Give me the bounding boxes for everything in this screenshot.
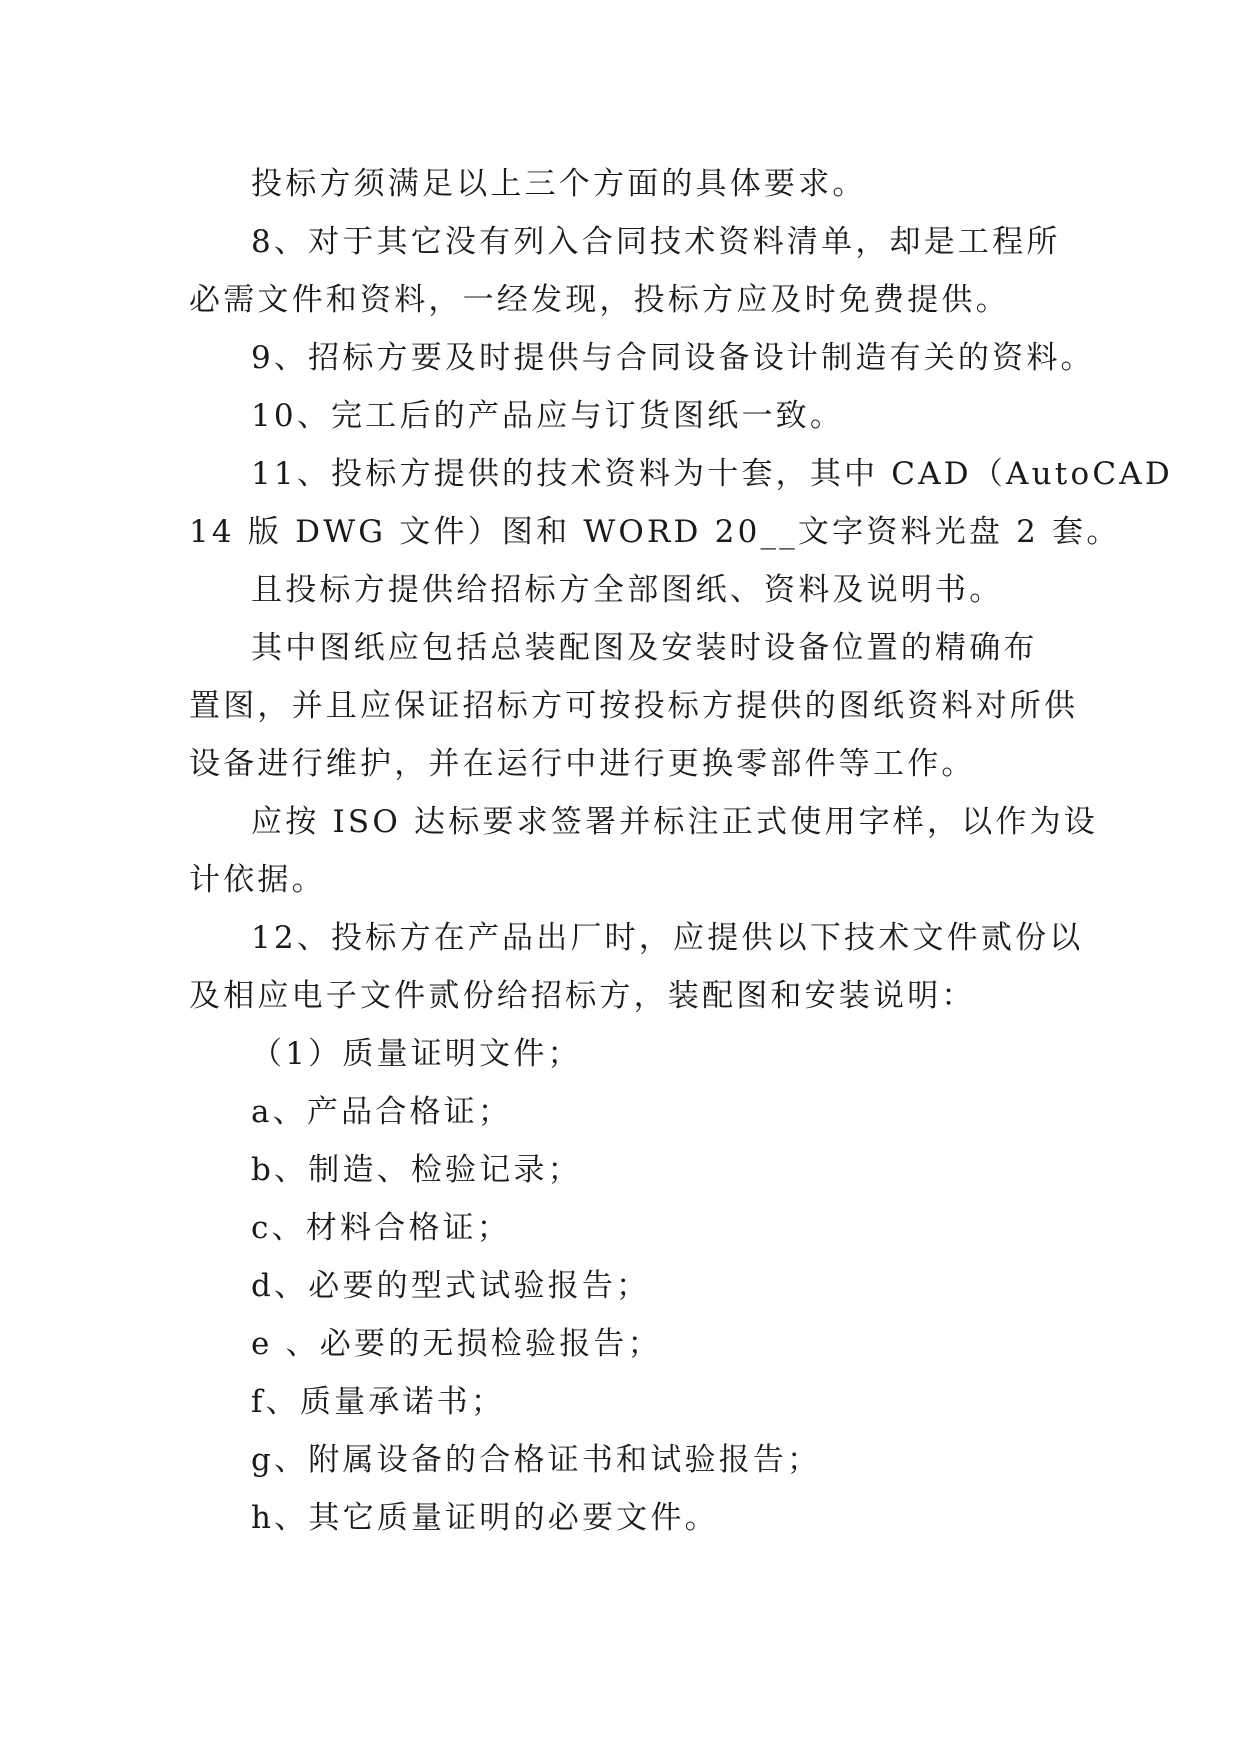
paragraph-line: 置图，并且应保证招标方可按投标方提供的图纸资料对所供 xyxy=(189,688,1079,724)
paragraph-line: 必需文件和资料，一经发现，投标方应及时免费提供。 xyxy=(189,282,1010,318)
document-body xyxy=(189,155,1173,1547)
list-item: g、附属设备的合格证书和试验报告； xyxy=(251,1442,822,1478)
list-item: e 、必要的无损检验报告； xyxy=(251,1326,662,1362)
paragraph-line: 计依据。 xyxy=(189,862,326,898)
list-item: b、制造、检验记录； xyxy=(251,1152,582,1188)
paragraph-line: 14 版 DWG 文件）图和 WORD 20__文字资料光盘 2 套。 xyxy=(189,514,1121,550)
list-item: a、产品合格证； xyxy=(251,1094,513,1130)
paragraph-line: 及相应电子文件贰份给招标方，装配图和安装说明： xyxy=(189,978,976,1014)
list-item: c、材料合格证； xyxy=(251,1210,511,1246)
paragraph-line: 8、对于其它没有列入合同技术资料清单，却是工程所 xyxy=(251,224,1061,260)
paragraph-line: 12、投标方在产品出厂时，应提供以下技术文件贰份以 xyxy=(251,920,1084,956)
list-item: h、其它质量证明的必要文件。 xyxy=(251,1500,719,1536)
paragraph-line: 其中图纸应包括总装配图及安装时设备位置的精确布 xyxy=(251,630,1038,666)
paragraph-line: 9、招标方要及时提供与合同设备设计制造有关的资料。 xyxy=(251,340,1095,376)
paragraph-line: 设备进行维护，并在运行中进行更换零部件等工作。 xyxy=(189,746,976,782)
paragraph-line: 且投标方提供给招标方全部图纸、资料及说明书。 xyxy=(251,572,1004,608)
paragraph-line: 投标方须满足以上三个方面的具体要求。 xyxy=(251,166,867,202)
paragraph-line: 10、完工后的产品应与订货图纸一致。 xyxy=(251,398,845,434)
list-item: d、必要的型式试验报告； xyxy=(251,1268,651,1304)
list-item: f、质量承诺书； xyxy=(251,1384,506,1420)
list-heading: （1）质量证明文件； xyxy=(251,1036,582,1072)
paragraph-line: 应按 ISO 达标要求签署并标注正式使用字样，以作为设 xyxy=(251,804,1099,840)
paragraph-line: 11、投标方提供的技术资料为十套，其中 CAD（AutoCAD xyxy=(251,456,1173,492)
